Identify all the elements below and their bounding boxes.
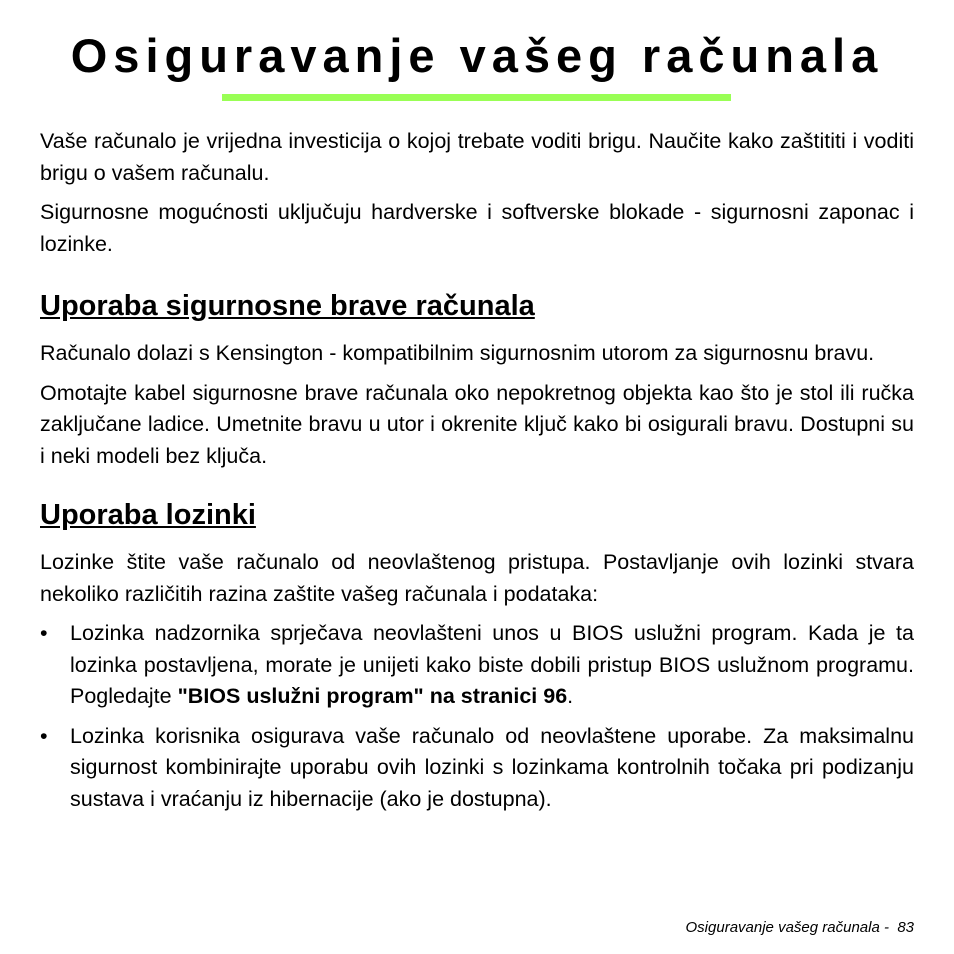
section-heading-passwords: Uporaba lozinki: [40, 499, 256, 531]
page-content: [40, 126, 914, 815]
lock-paragraph-1: Računalo dolazi s Kensington - kompatibilnim sigurnosnim utorom za sigurnosnu bravu.: [40, 341, 875, 365]
page-title: Osiguravanje vašeg računala: [70, 29, 884, 82]
page-number: 83: [897, 919, 914, 936]
list-item: [40, 721, 914, 816]
password-list: [40, 618, 914, 815]
bullet-glyph: •: [40, 621, 48, 645]
page-footer: [686, 918, 914, 938]
list-item-text-end: .: [567, 684, 574, 708]
intro-paragraph-2: Sigurnosne mogućnosti uključuju hardverske i softverske blokade - sigurnosni zaponac i lozinke.: [40, 200, 914, 256]
list-item-text: Lozinka nadzornika sprječava neovlašteni unos u BIOS uslužni program. Kada je ta lozinka postavljena, morate je unijeti kako biste dobili pristup BIOS uslužnom programu. Pogledajte: [70, 621, 914, 708]
list-item-text: Lozinka korisnika osigurava vaše računalo od neovlaštene uporabe. Za maksimalnu sigurnost kombinirajte uporabu ovih lozinki s lozinkama kontrolnih točaka pri podizanju sustava i vraćanju iz hibernacije (ako je dostupna).: [70, 723, 914, 811]
section-heading-lock: Uporaba sigurnosne brave računala: [40, 290, 535, 322]
bullet-glyph: •: [40, 723, 48, 748]
intro-paragraph-1: Vaše računalo je vrijedna investicija o kojoj trebate voditi brigu. Naučite kako zaštititi i voditi brigu o vašem računalu.: [40, 129, 914, 185]
lock-paragraph-2: Omotajte kabel sigurnosne brave računala oko nepokretnog objekta kao što je stol ili ručka zaključane ladice. Umetnite bravu u utor i okrenite ključ kako bi osigurali bravu. Dostupni su i neki modeli bez ključa.: [40, 380, 914, 468]
bios-cross-reference-link[interactable]: "BIOS uslužni program" na stranici 96: [177, 684, 568, 708]
passwords-intro: Lozinke štite vaše računalo od neovlaštenog pristupa. Postavljanje ovih lozinki stvara nekoliko različitih razina zaštite vašeg računala i podataka:: [40, 550, 914, 606]
footer-title: Osiguravanje vašeg računala -: [685, 919, 889, 936]
title-underline: [222, 94, 731, 101]
list-item: [40, 618, 914, 713]
